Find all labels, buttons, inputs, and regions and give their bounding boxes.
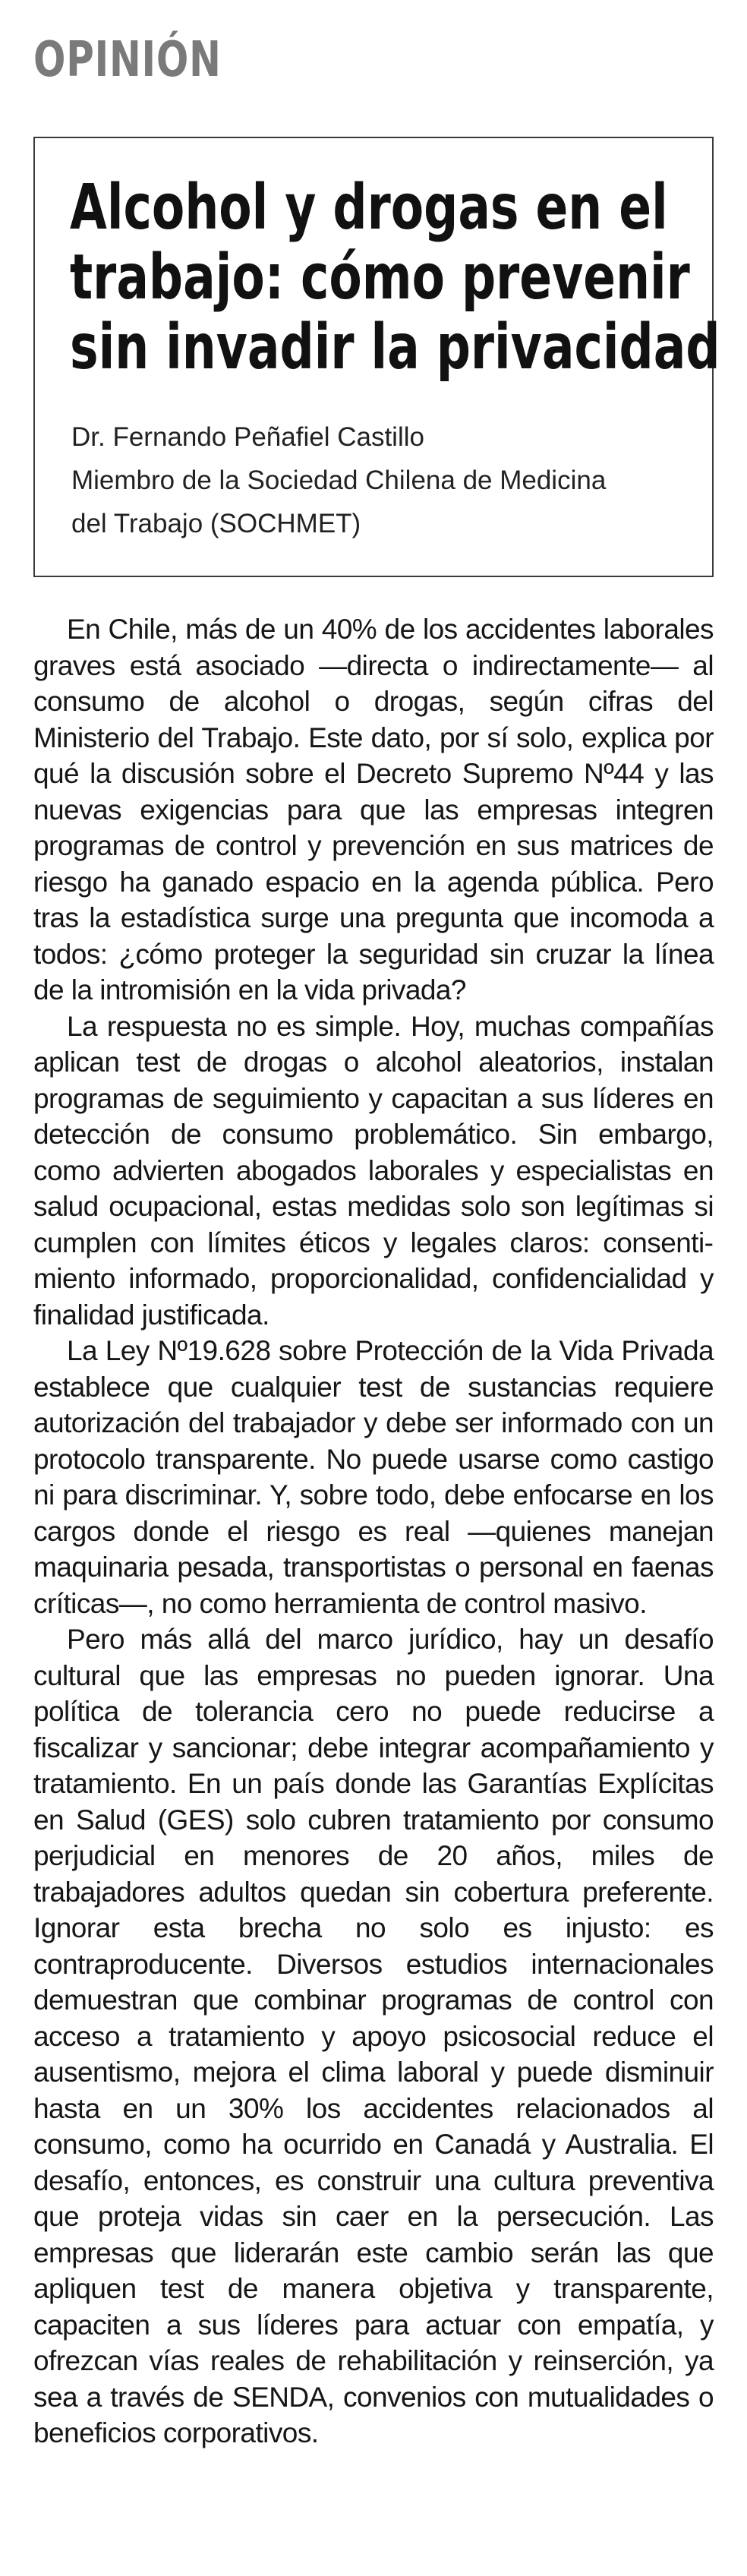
headline-line-1: Alcohol y drogas en el (70, 172, 668, 244)
headline-box (33, 137, 720, 577)
section-label: OPINIÓN (33, 32, 222, 88)
paragraph-4: Pero más allá del marco jurídico, hay un desafío cultural que las empresas no pueden ignorar. Una política de tolerancia cero no puede reducirse a fiscalizar y sancionar; debe integrar acompañamiento y tratamiento. En un país donde las Garantías Explícitas en Salud (GES) solo cubren tratamiento por consumo perjudicial en menores de 20 años, miles de trabajadores adultos quedan sin cobertura preferente. Ignorar esta brecha no solo es injusto: es contraproducente. Diversos estudios internacionales demuestran que combinar programas de control con acceso a tratamiento y apoyo psicosocial reduce el ausentismo, mejora el clima laboral y puede disminuir hasta en un 30% los accidentes relacionados al consumo, como ha ocurrido en Canadá y Australia. El desafío, entonces, es construir una cultura preventiva que proteja vidas sin caer en la persecución. Las empresas que liderarán este cambio serán las que apliquen test de manera objetiva y transparente, capaciten a sus líderes para actuar con empatía, y ofrezcan vías reales de rehabilitación y reinserción, ya sea a través de SENDA, convenios con mutualidades o beneficios corporativos. (33, 1624, 714, 2448)
headline-line-3: sin invadir la privacidad (70, 311, 720, 384)
author-name: Dr. Fernando Peñafiel Castillo (71, 422, 424, 452)
paragraph-1: En Chile, más de un 40% de los accidentes laborales graves está asociado —directa o indirectamente— al consumo de alcohol o drogas, según cifras del Ministerio del Trabajo. Este dato, por sí solo, explica por qué la discusión sobre el Decreto Supremo Nº44 y las nuevas exigencias para que las empresas integren programas de control y prevención en sus matrices de riesgo ha ganado espacio en la agenda pública. Pero tras la estadística surge una pregunta que incomoda a todos: ¿cómo proteger la seguridad sin cruzar la línea de la intromisión en la vida privada? (33, 614, 714, 1005)
author-role-line-1: Miembro de la Sociedad Chilena de Medicina (71, 466, 607, 495)
paragraph-3: La Ley Nº19.628 sobre Protección de la Vida Privada establece que cualquier test de sustancias requiere autorización del trabajador y debe ser informado con un protocolo transparente. No puede usarse como castigo ni para discriminar. Y, sobre todo, debe enfocarse en los cargos donde el riesgo es real —quienes manejan maquinaria pesada, transportistas o personal en faenas críticas—, no como herramienta de control masivo. (33, 1335, 714, 1619)
headline (70, 172, 720, 384)
headline-line-2: trabajo: cómo prevenir (70, 242, 690, 314)
paragraph-2: La respuesta no es simple. Hoy, muchas compañías aplican test de drogas o alcohol aleatorios, instalan programas de seguimiento y capacitan a sus líderes en detección de consumo problemático. Sin embargo, como advierten abogados laborales y especialistas en salud ocupacional, estas medidas solo son legítimas si cumplen con límites éticos y legales claros: consentimiento informado, proporcionalidad, confidencialidad y finalidad justificada. (33, 1010, 714, 1331)
author-role-line-2: del Trabajo (SOCHMET) (71, 509, 361, 538)
byline (71, 415, 701, 545)
article-body (33, 611, 714, 2451)
